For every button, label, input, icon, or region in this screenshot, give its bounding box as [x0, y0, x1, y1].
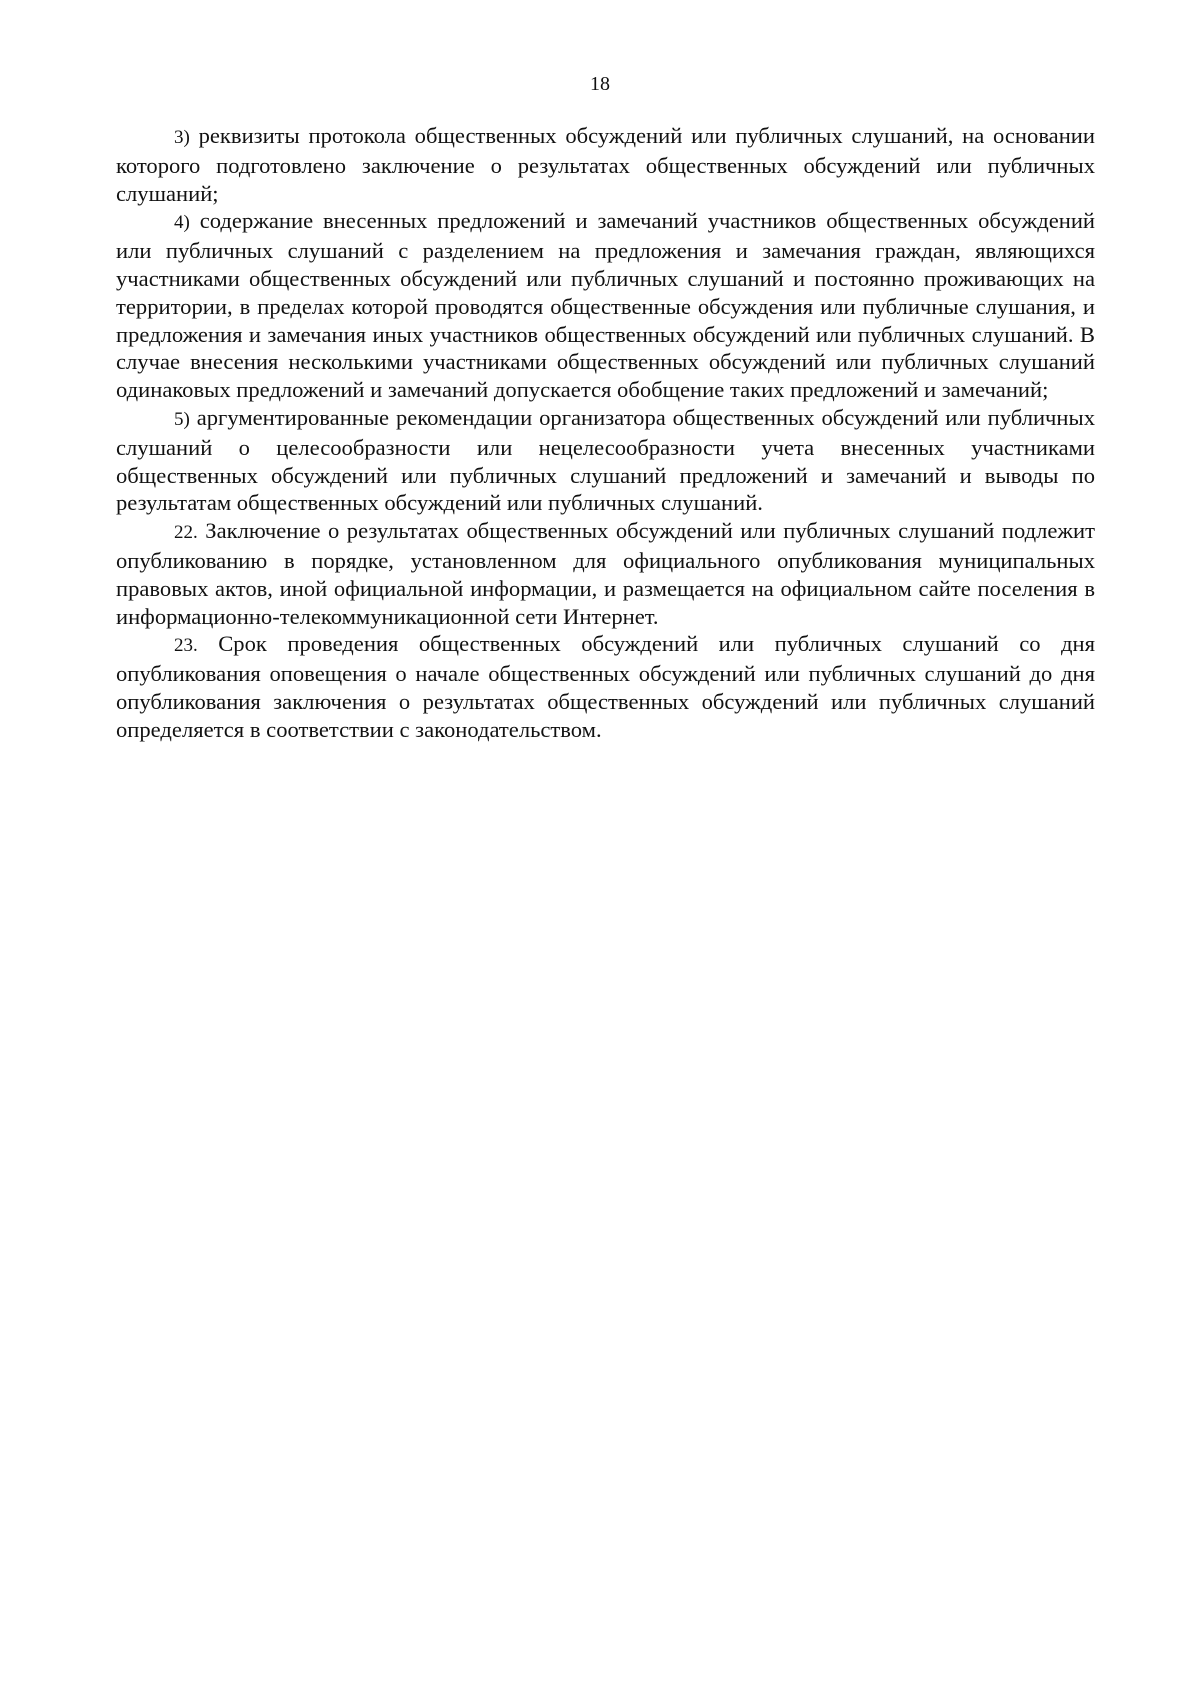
paragraph-text: Заключение о результатах общественных обсуждений или публичных слушаний подлежит опубликованию в порядке, установленном для официального опубликования муниципальных правовых актов, иной официальной информации, и размещается на официальном сайте поселения в информационно-телекоммуникационной сети Интернет.	[116, 518, 1095, 629]
paragraph-number: 4)	[174, 212, 190, 234]
paragraph-number: 3)	[174, 127, 190, 148]
paragraph-number: 22.	[174, 522, 198, 544]
paragraph-item-3	[116, 122, 1095, 207]
paragraph-text: Срок проведения общественных обсуждений или публичных слушаний со дня опубликования оповещения о начале общественных обсуждений или публичных слушаний до дня опубликования заключения о результатах общественных обсуждений или публичных слушаний определяется в соответствии с законодательством.	[116, 631, 1095, 742]
page-number: 18	[590, 73, 610, 95]
paragraph-22	[116, 517, 1095, 630]
paragraph-number: 5)	[174, 408, 190, 430]
paragraph-item-4	[116, 207, 1095, 404]
paragraph-text: реквизиты протокола общественных обсуждений или публичных слушаний, на основании которого подготовлено заключение о результатах общественных обсуждений или публичных слушаний;	[116, 123, 1095, 206]
paragraph-text: аргументированные рекомендации организатора общественных обсуждений или публичных слушаний о целесообразности или нецелесообразности учета внесенных участниками общественных обсуждений или публичных слушаний предложений и замечаний и выводы по результатам общественных обсуждений или публичных слушаний.	[116, 404, 1095, 516]
paragraph-number: 23.	[174, 635, 198, 657]
paragraph-23	[116, 630, 1095, 743]
document-body	[116, 122, 1095, 744]
paragraph-text: содержание внесенных предложений и замечаний участников общественных обсуждений или публичных слушаний с разделением на предложения и замечания граждан, являющихся участниками общественных обсуждений или публичных слушаний и постоянно проживающих на территории, в пределах которой проводятся общественные обсуждения или публичные слушания, и предложения и замечания иных участников общественных обсуждений или публичных слушаний. В случае внесения несколькими участниками общественных обсуждений или публичных слушаний одинаковых предложений и замечаний допускается обобщение таких предложений и замечаний;	[116, 208, 1095, 403]
paragraph-item-5	[116, 404, 1095, 517]
